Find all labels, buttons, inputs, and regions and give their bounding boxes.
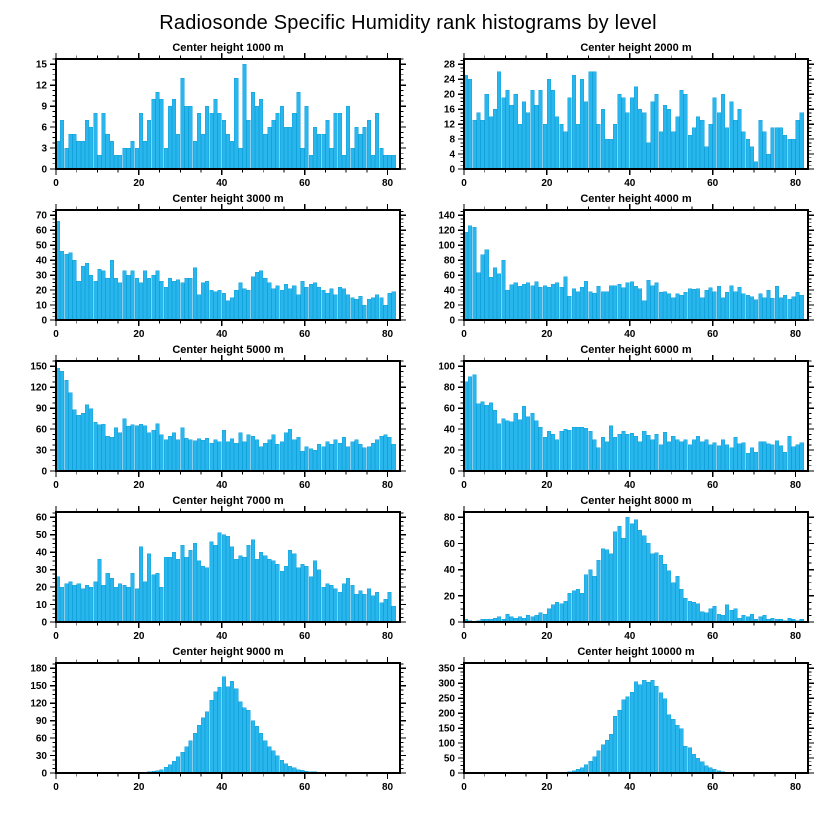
x-tick-label: 40 bbox=[216, 329, 228, 340]
y-tick-labels bbox=[36, 60, 48, 176]
y-tick-label: 20 bbox=[443, 591, 455, 603]
y-tick-label: 40 bbox=[35, 255, 47, 267]
figure-title: Radiosonde Specific Humidity rank histograms by level bbox=[159, 12, 657, 34]
subplot-center-height-5000-m bbox=[0, 341, 408, 492]
y-tick-label: 80 bbox=[443, 512, 455, 524]
y-tick-label: 0 bbox=[41, 617, 47, 629]
y-tick-label: 30 bbox=[35, 445, 47, 457]
x-tick-label: 20 bbox=[541, 178, 553, 189]
y-tick-label: 0 bbox=[449, 768, 455, 780]
subplot-title: Center height 8000 m bbox=[580, 495, 692, 507]
y-tick-label: 40 bbox=[35, 547, 47, 559]
y-tick-labels bbox=[438, 664, 455, 780]
x-tick-label: 60 bbox=[707, 178, 719, 189]
y-tick-label: 60 bbox=[35, 512, 47, 524]
subplot-title: Center height 10000 m bbox=[577, 646, 695, 658]
y-tick-label: 60 bbox=[35, 424, 47, 436]
x-tick-label: 20 bbox=[133, 782, 145, 793]
subplot-title: Center height 3000 m bbox=[172, 193, 284, 205]
histogram-svg bbox=[0, 39, 408, 190]
y-tick-label: 0 bbox=[449, 617, 455, 629]
histogram-bars bbox=[464, 72, 803, 169]
subplot-title: Center height 6000 m bbox=[580, 344, 692, 356]
y-tick-label: 20 bbox=[443, 445, 455, 457]
histogram-svg bbox=[0, 643, 408, 794]
x-tick-label: 20 bbox=[541, 329, 553, 340]
y-tick-labels bbox=[30, 664, 47, 780]
x-tick-label: 20 bbox=[133, 178, 145, 189]
y-tick-label: 30 bbox=[35, 751, 47, 763]
y-tick-labels bbox=[36, 513, 48, 629]
y-tick-label: 200 bbox=[438, 708, 455, 720]
histogram-svg bbox=[408, 190, 816, 341]
x-tick-label: 40 bbox=[624, 178, 636, 189]
x-tick-label: 20 bbox=[541, 782, 553, 793]
y-tick-label: 150 bbox=[438, 723, 455, 735]
y-tick-label: 100 bbox=[438, 361, 455, 373]
y-tick-labels bbox=[36, 211, 48, 327]
y-tick-label: 12 bbox=[443, 119, 455, 131]
subplot-center-height-6000-m bbox=[408, 341, 816, 492]
y-tick-label: 60 bbox=[35, 225, 47, 237]
x-tick-label: 0 bbox=[461, 782, 467, 793]
subplot-center-height-3000-m bbox=[0, 190, 408, 341]
histogram-bars bbox=[464, 517, 803, 622]
y-tick-label: 0 bbox=[41, 768, 47, 780]
histogram-bars bbox=[56, 64, 395, 169]
y-tick-label: 40 bbox=[443, 285, 455, 297]
x-tick-label: 60 bbox=[707, 631, 719, 642]
y-tick-label: 8 bbox=[449, 134, 455, 146]
y-tick-label: 150 bbox=[30, 361, 47, 373]
x-tick-label: 80 bbox=[382, 480, 394, 491]
y-tick-label: 30 bbox=[35, 270, 47, 282]
y-tick-label: 15 bbox=[35, 59, 47, 71]
subplot-center-height-8000-m bbox=[408, 492, 816, 643]
y-tick-label: 20 bbox=[443, 300, 455, 312]
y-tick-label: 80 bbox=[443, 255, 455, 267]
x-tick-label: 80 bbox=[790, 329, 802, 340]
y-tick-label: 120 bbox=[438, 225, 455, 237]
y-tick-label: 28 bbox=[443, 59, 455, 71]
y-tick-label: 9 bbox=[41, 101, 47, 113]
x-tick-label: 60 bbox=[299, 631, 311, 642]
x-tick-label: 60 bbox=[299, 178, 311, 189]
x-tick-label: 0 bbox=[53, 329, 59, 340]
y-tick-label: 50 bbox=[443, 753, 455, 765]
x-tick-labels bbox=[53, 480, 393, 491]
histogram-svg bbox=[408, 492, 816, 643]
x-tick-label: 20 bbox=[133, 631, 145, 642]
subplot-center-height-7000-m bbox=[0, 492, 408, 643]
x-tick-label: 80 bbox=[382, 631, 394, 642]
y-tick-labels bbox=[30, 362, 47, 478]
histogram-svg bbox=[408, 643, 816, 794]
y-tick-label: 70 bbox=[35, 210, 47, 222]
histogram-bars bbox=[56, 533, 395, 622]
x-tick-label: 40 bbox=[624, 782, 636, 793]
y-tick-label: 20 bbox=[35, 582, 47, 594]
x-tick-label: 40 bbox=[216, 480, 228, 491]
y-tick-label: 0 bbox=[449, 315, 455, 327]
y-tick-label: 350 bbox=[438, 663, 455, 675]
histogram-grid bbox=[0, 39, 816, 794]
y-tick-label: 90 bbox=[35, 403, 47, 415]
y-tick-label: 120 bbox=[30, 382, 47, 394]
subplot-title: Center height 5000 m bbox=[172, 344, 284, 356]
y-tick-labels bbox=[444, 60, 456, 176]
histogram-svg bbox=[0, 341, 408, 492]
x-tick-labels bbox=[53, 329, 393, 340]
y-tick-label: 3 bbox=[41, 143, 47, 155]
x-tick-label: 80 bbox=[790, 631, 802, 642]
x-tick-label: 80 bbox=[382, 329, 394, 340]
y-tick-label: 24 bbox=[443, 74, 455, 86]
x-tick-label: 40 bbox=[624, 631, 636, 642]
histogram-bars bbox=[56, 368, 395, 471]
x-tick-label: 0 bbox=[461, 631, 467, 642]
y-tick-label: 0 bbox=[449, 164, 455, 176]
y-tick-label: 100 bbox=[438, 240, 455, 252]
x-tick-label: 40 bbox=[624, 329, 636, 340]
y-tick-label: 60 bbox=[443, 270, 455, 282]
y-tick-labels bbox=[444, 513, 456, 629]
y-tick-label: 140 bbox=[438, 210, 455, 222]
subplot-center-height-2000-m bbox=[408, 39, 816, 190]
subplot-center-height-9000-m bbox=[0, 643, 408, 794]
x-tick-label: 20 bbox=[133, 480, 145, 491]
y-tick-label: 30 bbox=[35, 565, 47, 577]
x-tick-label: 0 bbox=[461, 480, 467, 491]
y-tick-labels bbox=[438, 362, 455, 478]
x-tick-label: 0 bbox=[53, 631, 59, 642]
x-tick-label: 40 bbox=[216, 782, 228, 793]
y-tick-label: 0 bbox=[41, 164, 47, 176]
y-tick-label: 60 bbox=[35, 733, 47, 745]
subplot-title: Center height 9000 m bbox=[172, 646, 284, 658]
x-tick-label: 60 bbox=[299, 782, 311, 793]
x-tick-labels bbox=[53, 782, 393, 793]
subplot-title: Center height 7000 m bbox=[172, 495, 284, 507]
x-tick-label: 20 bbox=[133, 329, 145, 340]
histogram-bars bbox=[139, 677, 387, 773]
y-tick-label: 12 bbox=[35, 80, 47, 92]
x-tick-label: 0 bbox=[53, 782, 59, 793]
histogram-svg bbox=[408, 341, 816, 492]
subplot-title: Center height 1000 m bbox=[172, 42, 284, 54]
y-tick-label: 50 bbox=[35, 240, 47, 252]
histogram-svg bbox=[0, 190, 408, 341]
x-tick-label: 40 bbox=[624, 480, 636, 491]
y-tick-label: 20 bbox=[443, 89, 455, 101]
y-tick-label: 60 bbox=[443, 403, 455, 415]
y-tick-label: 10 bbox=[35, 300, 47, 312]
x-tick-labels bbox=[461, 782, 801, 793]
subplot-title: Center height 2000 m bbox=[580, 42, 692, 54]
y-tick-label: 0 bbox=[41, 466, 47, 478]
x-tick-labels bbox=[53, 178, 393, 189]
x-tick-label: 80 bbox=[790, 782, 802, 793]
x-tick-label: 60 bbox=[707, 329, 719, 340]
subplot-title: Center height 4000 m bbox=[580, 193, 692, 205]
x-tick-label: 60 bbox=[299, 480, 311, 491]
y-tick-label: 6 bbox=[41, 122, 47, 134]
x-tick-label: 80 bbox=[382, 782, 394, 793]
y-tick-label: 0 bbox=[41, 315, 47, 327]
y-tick-label: 80 bbox=[443, 382, 455, 394]
x-tick-label: 60 bbox=[707, 480, 719, 491]
y-tick-label: 16 bbox=[443, 104, 455, 116]
x-tick-labels bbox=[461, 178, 801, 189]
y-tick-label: 150 bbox=[30, 681, 47, 693]
y-tick-label: 300 bbox=[438, 678, 455, 690]
histogram-bars bbox=[555, 680, 766, 773]
x-tick-label: 0 bbox=[461, 178, 467, 189]
y-tick-label: 120 bbox=[30, 698, 47, 710]
x-tick-label: 80 bbox=[790, 480, 802, 491]
y-tick-label: 90 bbox=[35, 716, 47, 728]
y-tick-label: 20 bbox=[35, 285, 47, 297]
x-tick-label: 80 bbox=[382, 178, 394, 189]
histogram-svg bbox=[0, 492, 408, 643]
y-tick-label: 4 bbox=[449, 149, 455, 161]
y-tick-label: 250 bbox=[438, 693, 455, 705]
y-tick-label: 10 bbox=[35, 600, 47, 612]
x-tick-label: 60 bbox=[299, 329, 311, 340]
y-tick-label: 180 bbox=[30, 663, 47, 675]
subplot-center-height-10000-m bbox=[408, 643, 816, 794]
x-tick-labels bbox=[461, 631, 801, 642]
y-tick-label: 40 bbox=[443, 424, 455, 436]
y-tick-labels bbox=[438, 211, 455, 327]
x-tick-label: 0 bbox=[461, 329, 467, 340]
subplot-center-height-1000-m bbox=[0, 39, 408, 190]
x-tick-labels bbox=[53, 631, 393, 642]
x-tick-label: 20 bbox=[541, 631, 553, 642]
y-tick-label: 100 bbox=[438, 738, 455, 750]
x-tick-label: 40 bbox=[216, 631, 228, 642]
x-tick-label: 0 bbox=[53, 480, 59, 491]
x-tick-label: 0 bbox=[53, 178, 59, 189]
x-tick-label: 40 bbox=[216, 178, 228, 189]
histogram-bars bbox=[464, 375, 803, 471]
y-tick-label: 40 bbox=[443, 565, 455, 577]
x-tick-label: 60 bbox=[707, 782, 719, 793]
histogram-svg bbox=[408, 39, 816, 190]
x-tick-labels bbox=[461, 480, 801, 491]
y-tick-label: 50 bbox=[35, 530, 47, 542]
x-tick-label: 20 bbox=[541, 480, 553, 491]
y-tick-label: 60 bbox=[443, 538, 455, 550]
subplot-center-height-4000-m bbox=[408, 190, 816, 341]
y-tick-label: 0 bbox=[449, 466, 455, 478]
x-tick-label: 80 bbox=[790, 178, 802, 189]
x-tick-labels bbox=[461, 329, 801, 340]
histogram-bars bbox=[56, 221, 395, 320]
histogram-bars bbox=[464, 226, 803, 320]
